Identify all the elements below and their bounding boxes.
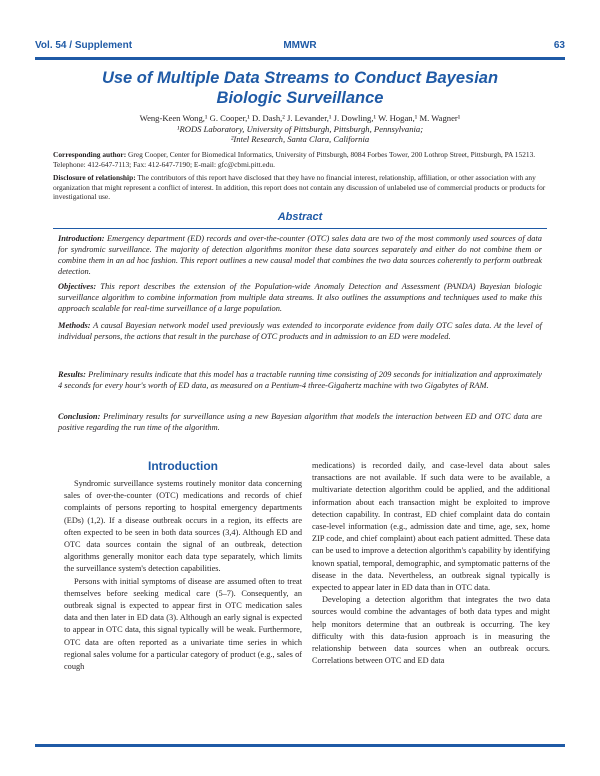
disclosure-text: The contributors of this report have disclosed that they have no financial interest, relationship, affiliation, or other association with any organization that might represent a conflict of interest. In addition, this report does not contain any discussion of unlabeled use of commercial products or products for investigational use. [53,173,546,202]
abstract-heading: Abstract [277,211,323,223]
body-column-left [64,478,302,673]
affiliation-2: ²Intel Research, Santa Clara, California [230,134,370,145]
intro-paragraph-1: Syndromic surveillance systems routinely monitor data concerning sales of over-the-counter (OTC) medications and records of chief complaints of persons reporting to hospital emergency departments (EDs) (1,2). If a disease outbreak occurs in a region, its effects are often expected to be seen in both data sources (3,4). Although ED and OTC data sources contain the signal of an outbreak, detection algorithms generally monitor each data type separately, which limits the surveillance system's detection capabilities. [64,479,302,574]
journal-name: MMWR [283,40,317,51]
intro-paragraph-3: Developing a detection algorithm that integrates the two data sources would combine the advantages of both data types and might help monitors determine that an outbreak is occurring. The key difficulty with this data-fusion approach is in measuring the relationship between data sources when an outbreak occurs. Correlations between OTC and ED data [312,595,550,666]
abstract-objectives [58,281,542,314]
title-line-1: Use of Multiple Data Streams to Conduct Bayesian [101,69,499,87]
abstract-methods [58,320,542,342]
abstract-objectives-label: Objectives: [58,282,97,291]
introduction-heading: Introduction [148,459,218,473]
disclosure-label: Disclosure of relationship: [53,173,136,182]
affiliation-1: ¹RODS Laboratory, University of Pittsburgh, Pittsburgh, Pennsylvania; [176,123,424,134]
abstract-results [58,369,542,391]
abstract-conclusion-text: Preliminary results for surveillance using a new Bayesian algorithm that models the interaction between ED and OTC data are positive regarding the run time of the algorithm. [58,412,542,432]
intro-paragraph-2: Persons with initial symptoms of disease are assumed often to treat themselves before seeking medical care (5–7). Consequently, an outbreak signal is expected to appear first in OTC medication sales data and then later in ED data (3). Although an early signal is expected to appear in OTC data, this signal typically will be weak. Furthermore, OTC data are often reported as a univariate time series in which regional sales volume for a particular category of product (e.g., sales of cough [64,576,302,672]
author-names: Weng-Keen Wong,¹ G. Cooper,¹ D. Dash,² J. Levander,¹ J. Dowling,¹ W. Hogan,¹ M. Wagner¹ [139,113,461,123]
article-title [60,68,540,108]
abstract-results-text: Preliminary results indicate that this model has a tractable running time consisting of 209 seconds for initialization and approximately 4 seconds for every hour's worth of ED data, as measured on a Pentium-4 three-Gigahertz machine with two Gigabytes of RAM. [58,370,542,390]
abstract-conclusion [58,411,542,433]
header-rule [35,57,565,60]
footer-rule [35,744,565,747]
abstract-results-label: Results: [58,370,86,379]
corresponding-author [53,150,547,169]
abstract-methods-text: A causal Bayesian network model used previously was extended to incorporate evidence from daily OTC sales data. At the level of individual persons, the actions that result in the purchase of OTC products and in admission to an ED were modeled. [58,321,542,341]
corresponding-text: Greg Cooper, Center for Biomedical Informatics, University of Pittsburgh, 8084 Forbes Tower, 200 Lothrop Street, Pittsburgh, PA 15213. Telephone: 412-647-7113; Fax: 412-647-7190; E-mail: gfc@cbmi.pitt.edu. [53,150,536,169]
running-header [35,40,565,54]
author-block [40,113,560,145]
volume-label: Vol. 54 / Supplement [35,40,133,51]
body-column-right [312,460,550,667]
disclosure [53,173,547,202]
abstract-introduction-label: Introduction: [58,234,105,243]
title-line-2: Biologic Surveillance [216,89,384,107]
abstract-rule [53,228,547,229]
corresponding-label: Corresponding author: [53,150,127,159]
abstract-conclusion-label: Conclusion: [58,412,101,421]
abstract-methods-label: Methods: [58,321,91,330]
abstract-introduction-text: Emergency department (ED) records and over-the-counter (OTC) sales data are two of the most commonly used sources of data for syndromic surveillance. The majority of detection algorithms monitor these data sources separately and either do not combine them or combine them in an ad hoc fashion. This report outlines a new causal model that combines the two data sources coherently to perform outbreak detection. [58,234,542,276]
abstract-objectives-text: This report describes the extension of the Population-wide Anomaly Detection and Assessment (PANDA) Bayesian biologic surveillance algorithm to combine information from multiple data streams. It also outlines the assumptions and techniques used to make this approach scalable for real-time surveillance of a large population. [58,282,542,313]
intro-paragraph-2-continued: medications) is recorded daily, and case-level data about sales transactions are not available. If such data were to be available, a multivariate detection algorithm could be applied, and the additional information about each transaction might be exploited to improve detection capability. In contrast, ED chief complaint data do contain case-level information (e.g., admission date and time, age, sex, home ZIP code, and chief complaint) about each patient admitted. These data can be used to improve a detection algorithm's capability by identifying known spatial, temporal, demographic, and symptomatic patterns of the disease in the data. Nevertheless, an outbreak signal typically is expected to appear later in ED data than in OTC data. [312,461,551,593]
page-number: 63 [553,40,565,51]
abstract-introduction [58,233,542,277]
